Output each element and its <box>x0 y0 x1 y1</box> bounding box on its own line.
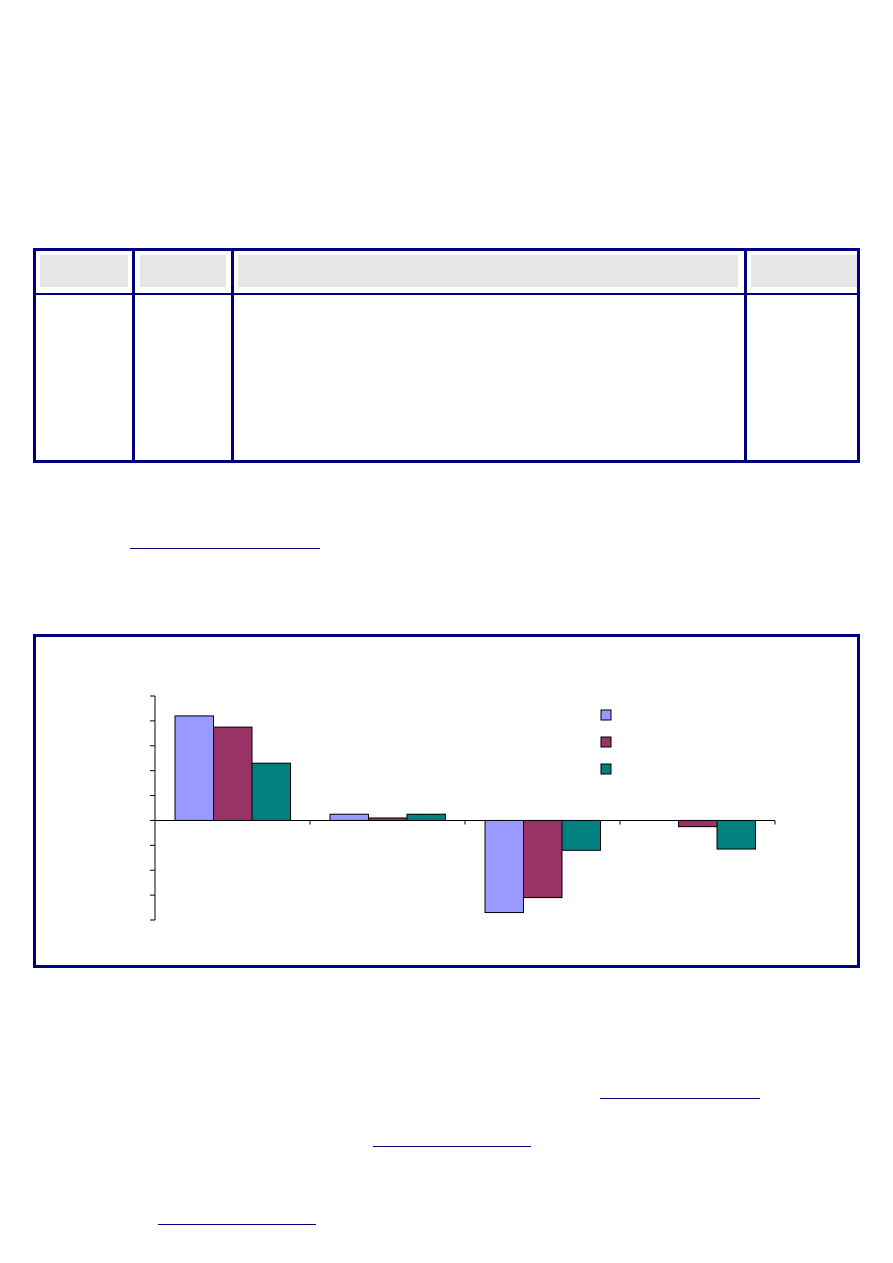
bar-series-2-3 <box>524 820 563 897</box>
legend-swatch-1 <box>601 710 611 720</box>
bar-series-1-2 <box>330 814 369 820</box>
bar-series-3-1 <box>252 763 291 820</box>
bar-series-2-1 <box>214 727 253 820</box>
legend-swatch-3 <box>601 764 611 774</box>
bar-series-2-2 <box>369 818 408 820</box>
bar-series-1-3 <box>485 820 524 912</box>
bar-series-3-2 <box>407 814 446 820</box>
legend-swatch-2 <box>601 737 611 747</box>
bar-series-1-1 <box>175 716 214 821</box>
bar-series-3-3 <box>562 820 601 850</box>
bar-series-3-4 <box>717 820 756 849</box>
bar-series-2-4 <box>679 820 718 826</box>
plot-area <box>150 696 775 920</box>
